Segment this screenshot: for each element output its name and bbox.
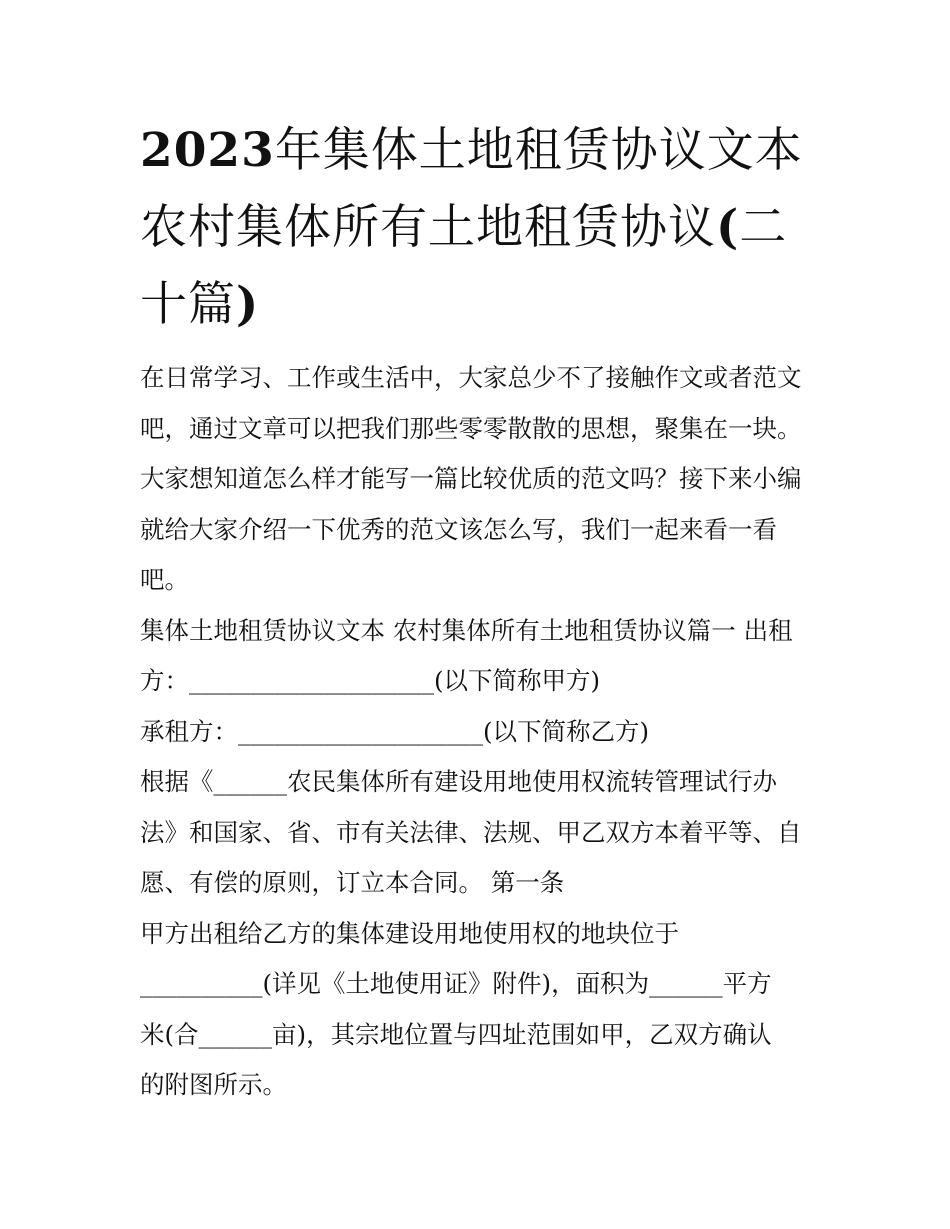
body-line: 就给大家介绍一下优秀的范文该怎么写，我们一起来看一看	[140, 514, 777, 544]
body-line: 吧，通过文章可以把我们那些零零散散的思想，聚集在一块。	[140, 413, 802, 443]
document-page	[140, 112, 820, 1111]
title-open-paren: (	[716, 200, 740, 255]
title-line-1-text: 年集体土地租赁协议文本	[274, 123, 803, 178]
title-line-3-text: 十篇	[140, 277, 236, 332]
title-year: 2023	[140, 123, 275, 178]
body-line: 大家想知道怎么样才能写一篇比较优质的范文吗？接下来小编	[140, 464, 802, 493]
title-line-3	[140, 266, 820, 343]
body-line: 根据《______农民集体所有建设用地使用权流转管理试行办	[140, 767, 777, 796]
body-line: 方：____________________(以下简称甲方)	[140, 666, 601, 695]
title-close-paren: )	[236, 277, 260, 332]
title-line-2	[140, 189, 820, 266]
document-title	[140, 112, 820, 343]
body-line: 愿、有偿的原则，订立本合同。 第一条	[140, 868, 565, 897]
title-line-2-end: 二	[739, 200, 788, 255]
body-line: 承租方：____________________(以下简称乙方)	[140, 716, 650, 746]
body-line: 吧。	[140, 565, 189, 594]
body-line: 法》和国家、省、市有关法律、法规、甲乙双方本着平等、自	[140, 817, 802, 847]
body-line: 集体土地租赁协议文本 农村集体所有土地租赁协议篇一 出租	[140, 615, 793, 645]
body-line: 在日常学习、工作或生活中，大家总少不了接触作文或者范文	[140, 363, 802, 392]
body-line: 米(合______亩)，其宗地位置与四址范围如甲，乙双方确认	[140, 1019, 772, 1049]
title-line-2-text: 农村集体所有土地租赁协议	[140, 200, 716, 255]
title-line-1	[140, 112, 820, 189]
body-line: __________(详见《土地使用证》附件)，面积为______平方	[140, 969, 772, 998]
document-body	[140, 353, 820, 1111]
body-line: 的附图所示。	[140, 1070, 287, 1099]
body-line: 甲方出租给乙方的集体建设用地使用权的地块位于	[140, 918, 679, 948]
